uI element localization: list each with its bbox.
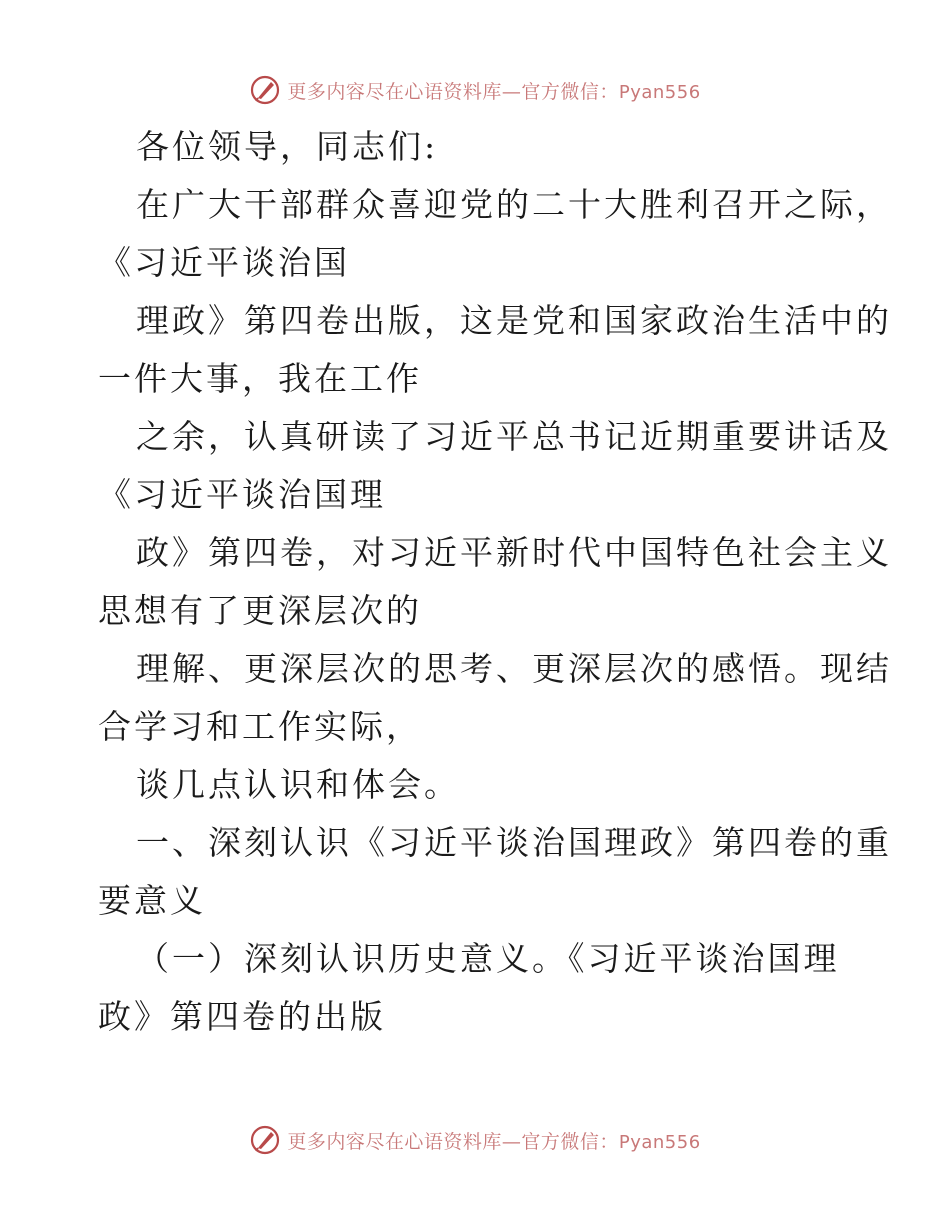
watermark-contact-label: 官方微信： bbox=[521, 1130, 619, 1153]
text-line: 《习近平谈治国理 bbox=[98, 475, 386, 514]
text-line: 一件大事，我在工作 bbox=[98, 359, 422, 398]
quill-pen-logo-icon bbox=[249, 74, 281, 106]
text-line: 要意义 bbox=[98, 881, 206, 920]
text-line: 政》第四卷的出版 bbox=[98, 997, 386, 1036]
text-line: 政》第四卷，对习近平新时代中国特色社会主义 bbox=[136, 533, 892, 572]
text-line: 《习近平谈治国 bbox=[98, 243, 350, 282]
text-line: （一）深刻认识历史意义。《习近平谈治国理 bbox=[136, 939, 840, 978]
header-watermark bbox=[0, 72, 950, 108]
watermark-separator: — bbox=[501, 1130, 522, 1153]
text-line: 谈几点认识和体会。 bbox=[136, 765, 460, 804]
text-line: 合学习和工作实际， bbox=[98, 707, 422, 746]
watermark-site-text: 更多内容尽在心语资料库 bbox=[287, 1130, 502, 1153]
document-body bbox=[98, 118, 892, 1046]
watermark-text bbox=[287, 1127, 700, 1154]
text-line: 一、深刻认识《习近平谈治国理政》第四卷的重 bbox=[136, 823, 892, 862]
watermark-contact-id: Pyan556 bbox=[618, 81, 701, 103]
text-line: 之余，认真研读了习近平总书记近期重要讲话及 bbox=[136, 417, 892, 456]
watermark-contact-id: Pyan556 bbox=[618, 1131, 701, 1153]
watermark-text bbox=[287, 77, 700, 104]
watermark-contact-label: 官方微信： bbox=[521, 80, 619, 103]
watermark-site-text: 更多内容尽在心语资料库 bbox=[287, 80, 502, 103]
text-line: 在广大干部群众喜迎党的二十大胜利召开之际， bbox=[136, 185, 892, 224]
footer-watermark bbox=[0, 1122, 950, 1158]
text-line: 各位领导，同志们: bbox=[136, 127, 439, 166]
text-line: 理解、更深层次的思考、更深层次的感悟。现结 bbox=[136, 649, 892, 688]
quill-pen-logo-icon bbox=[249, 1124, 281, 1156]
watermark-separator: — bbox=[501, 80, 522, 103]
text-line: 理政》第四卷出版，这是党和国家政治生活中的 bbox=[136, 301, 892, 340]
text-line: 思想有了更深层次的 bbox=[98, 591, 422, 630]
